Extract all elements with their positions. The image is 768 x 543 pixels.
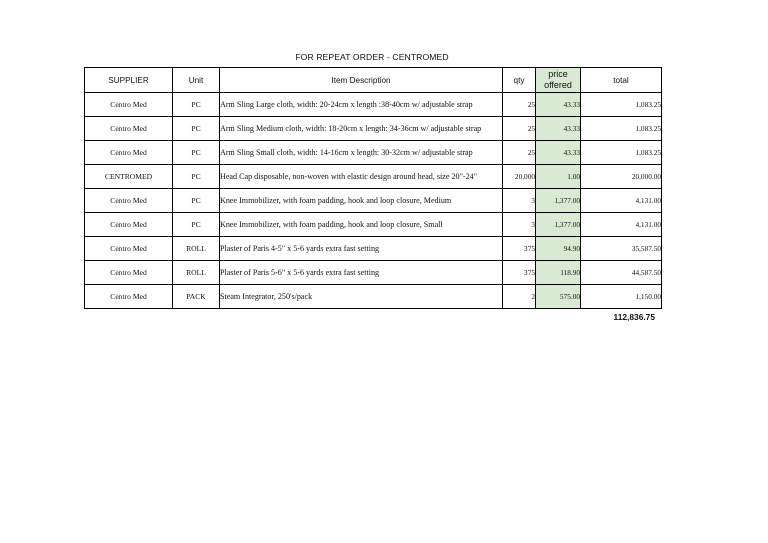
cell-total: 4,131.00 [581,213,662,237]
header-row [85,68,662,93]
cell-supplier: Centro Med [85,117,173,141]
header-supplier: SUPPLIER [85,68,173,93]
cell-qty: 375 [503,261,536,285]
cell-price: 94.90 [536,237,581,261]
header-price-line1: price [548,69,568,79]
cell-description: Arm Sling Small cloth, width: 14-16cm x length: 30-32cm w/ adjustable strap [220,141,503,165]
cell-description: Plaster of Paris 4-5" x 5-6 yards extra fast setting [220,237,503,261]
cell-supplier: Centro Med [85,261,173,285]
cell-price: 43.33 [536,117,581,141]
cell-price: 1,377.00 [536,189,581,213]
cell-price: 118.90 [536,261,581,285]
cell-price: 43.33 [536,93,581,117]
cell-total: 44,587.50 [581,261,662,285]
table-row [85,213,662,237]
cell-total: 35,587.50 [581,237,662,261]
cell-total: 1,083.25 [581,93,662,117]
cell-total: 1,150.00 [581,285,662,309]
cell-supplier: Centro Med [85,285,173,309]
header-description: Item Description [220,68,503,93]
header-price-line2: offered [544,80,572,90]
cell-unit: PC [173,93,220,117]
sheet-title: FOR REPEAT ORDER - CENTROMED [295,52,449,62]
cell-qty: 25 [503,117,536,141]
cell-description: Arm Sling Medium cloth, width: 18-20cm x length: 34-36cm w/ adjustable strap [220,117,503,141]
table-row [85,285,662,309]
table-row [85,237,662,261]
cell-total: 4,131.00 [581,189,662,213]
cell-supplier: Centro Med [85,189,173,213]
cell-qty: 25 [503,141,536,165]
cell-total: 1,083.25 [581,117,662,141]
cell-supplier: Centro Med [85,213,173,237]
cell-total: 1,083.25 [581,141,662,165]
header-price-offered [536,68,581,93]
cell-price: 575.00 [536,285,581,309]
cell-unit: PACK [173,285,220,309]
cell-description: Knee Immobilizer, with foam padding, hook and loop closure, Medium [220,189,503,213]
cell-unit: PC [173,189,220,213]
cell-unit: PC [173,213,220,237]
cell-description: Knee Immobilizer, with foam padding, hook and loop closure, Small [220,213,503,237]
cell-unit: ROLL [173,237,220,261]
cell-unit: PC [173,141,220,165]
header-unit: Unit [173,68,220,93]
cell-qty: 375 [503,237,536,261]
cell-supplier: Centro Med [85,93,173,117]
cell-qty: 3 [503,213,536,237]
cell-total: 20,000.00 [581,165,662,189]
cell-description: Steam Integrator, 250's/pack [220,285,503,309]
table-header [85,68,662,93]
order-table [84,67,662,309]
header-qty: qty [503,68,536,93]
cell-description: Head Cap disposable, non-woven with elastic design around head, size 20"-24" [220,165,503,189]
cell-unit: ROLL [173,261,220,285]
grand-total: 112,836.75 [613,312,655,322]
cell-unit: PC [173,117,220,141]
cell-supplier: Centro Med [85,237,173,261]
table-row [85,189,662,213]
table-body [85,93,662,309]
cell-qty: 25 [503,93,536,117]
table-row [85,261,662,285]
cell-qty: 20,000 [503,165,536,189]
header-total: total [581,68,662,93]
table-row [85,117,662,141]
cell-price: 1.00 [536,165,581,189]
table-row [85,165,662,189]
cell-description: Arm Sling Large cloth, width: 20-24cm x length :38-40cm w/ adjustable strap [220,93,503,117]
cell-qty: 2 [503,285,536,309]
cell-description: Plaster of Paris 5-6" x 5-6 yards extra fast setting [220,261,503,285]
table-row [85,141,662,165]
cell-price: 43.33 [536,141,581,165]
table-row [85,93,662,117]
cell-supplier: CENTROMED [85,165,173,189]
cell-unit: PC [173,165,220,189]
cell-qty: 3 [503,189,536,213]
cell-supplier: Centro Med [85,141,173,165]
cell-price: 1,377.00 [536,213,581,237]
